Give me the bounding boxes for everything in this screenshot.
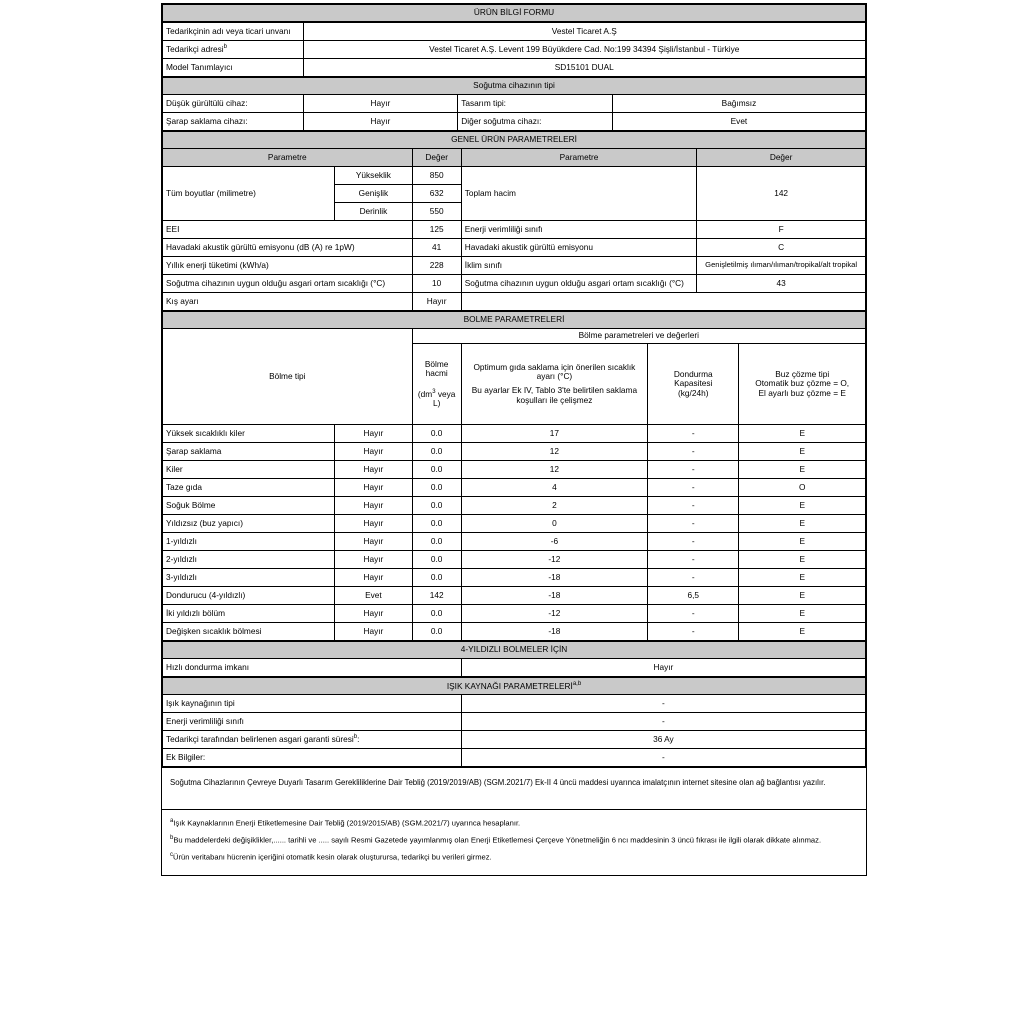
annual-energy-value: 228 — [412, 257, 461, 275]
cooling-type-table — [162, 77, 866, 131]
dimension-width-label: Genişlik — [335, 185, 412, 203]
table-row — [163, 443, 866, 461]
compartment-type: Yıldızsız (buz yapıcı) — [163, 515, 335, 533]
compartment-volume: 0.0 — [412, 569, 461, 587]
table-row — [163, 605, 866, 623]
compartment-defrost: O — [739, 479, 866, 497]
fast-freeze-value: Hayır — [461, 659, 865, 677]
light-energy-class-label: Enerji verimliliği sınıfı — [163, 713, 462, 731]
compartment-present: Hayır — [335, 497, 412, 515]
compartment-temp: 2 — [461, 497, 647, 515]
compartment-present: Hayır — [335, 623, 412, 641]
compartment-temp: -18 — [461, 623, 647, 641]
compartment-present: Hayır — [335, 551, 412, 569]
vol-unit-b: veya L) — [432, 388, 456, 408]
compartment-type: 2-yıldızlı — [163, 551, 335, 569]
low-noise-label: Düşük gürültülü cihaz: — [163, 95, 304, 113]
compartment-defrost-header-l2: Otomatik buz çözme = O, — [755, 378, 850, 389]
compartment-temp-header — [461, 344, 647, 425]
compartment-type: Değişken sıcaklık bölmesi — [163, 623, 335, 641]
compartment-defrost: E — [739, 443, 866, 461]
light-type-value: - — [461, 695, 865, 713]
table-row — [163, 533, 866, 551]
compartment-temp: 4 — [461, 479, 647, 497]
energy-class-value: F — [697, 221, 866, 239]
compartment-temp-header-l1: Optimum gıda saklama için önerilen sıcaklık ayarı (°C) — [473, 361, 636, 382]
compartment-present: Hayır — [335, 425, 412, 443]
annual-energy-label: Yıllık enerji tüketimi (kWh/a) — [163, 257, 413, 275]
compartment-values-header: Bölme parametreleri ve değerleri — [412, 329, 865, 344]
compartment-volume: 142 — [412, 587, 461, 605]
compartment-freeze-header — [648, 344, 739, 425]
cooling-type-section: Soğutma cihazının tipi — [163, 78, 866, 95]
table-row — [163, 587, 866, 605]
compartment-freeze: - — [648, 605, 739, 623]
compartment-present: Hayır — [335, 515, 412, 533]
footnote-c — [170, 850, 858, 865]
design-type-value: Bağımsız — [612, 95, 865, 113]
eei-label: EEI — [163, 221, 413, 239]
footnote-c-text: Ürün veritabanı hücrenin içeriğini otomatik kesin olarak oluşturursa, tedarikçi bu verileri girmez. — [173, 852, 492, 862]
compartment-type: Taze gıda — [163, 479, 335, 497]
compartment-freeze: - — [648, 515, 739, 533]
compartment-volume: 0.0 — [412, 497, 461, 515]
compartment-defrost-header-l3: El ayarlı buz çözme = E — [758, 387, 846, 398]
wine-storage-value: Hayır — [303, 113, 458, 131]
table-row — [163, 569, 866, 587]
compartment-volume: 0.0 — [412, 425, 461, 443]
compartment-present: Hayır — [335, 533, 412, 551]
light-energy-class-value: - — [461, 713, 865, 731]
compartment-freeze: - — [648, 425, 739, 443]
compartment-temp-header-l2: Bu ayarlar Ek IV, Tablo 3'te belirtilen saklama koşulları ile çelişmez — [471, 385, 638, 405]
compartment-volume: 0.0 — [412, 605, 461, 623]
compartment-volume: 0.0 — [412, 533, 461, 551]
total-volume-label: Toplam hacim — [461, 167, 697, 221]
vol-unit-a: (dm — [417, 388, 433, 399]
compartment-temp: -18 — [461, 587, 647, 605]
compartment-present: Evet — [335, 587, 412, 605]
compartment-temp: -18 — [461, 569, 647, 587]
compartment-defrost: E — [739, 533, 866, 551]
compartment-volume: 0.0 — [412, 461, 461, 479]
low-noise-value: Hayır — [303, 95, 458, 113]
compartment-type: Soğuk Bölme — [163, 497, 335, 515]
compartment-defrost: E — [739, 425, 866, 443]
general-head-param2: Parametre — [461, 149, 697, 167]
compartment-temp: 17 — [461, 425, 647, 443]
four-star-table — [162, 641, 866, 677]
compartment-volume-header — [412, 344, 461, 425]
compartment-freeze: - — [648, 443, 739, 461]
winter-empty-2 — [697, 293, 866, 311]
footnote-a-sup: a — [170, 818, 174, 824]
compartment-volume-header-l2 — [416, 389, 458, 409]
compartment-present: Hayır — [335, 443, 412, 461]
climate-class-value: Genişletilmiş ılıman/ılıman/tropikal/alt tropikal — [697, 257, 866, 275]
compartment-freeze: - — [648, 569, 739, 587]
compartment-defrost-header — [739, 344, 866, 425]
footnote-a-text: Işık Kaynaklarının Enerji Etiketlemesine Dair Tebliğ (2019/2015/AB) (SGM.2021/7) uyarınca hesaplanır. — [173, 818, 521, 828]
compartment-freeze-header-l1: Dondurma — [673, 368, 713, 379]
max-ambient-value: 43 — [697, 275, 866, 293]
compartment-type: Dondurucu (4-yıldızlı) — [163, 587, 335, 605]
max-ambient-label: Soğutma cihazının uygun olduğu asgari ortam sıcaklığı (°C) — [461, 275, 697, 293]
compartment-freeze: 6,5 — [648, 587, 739, 605]
compartment-present: Hayır — [335, 605, 412, 623]
light-source-table — [162, 677, 866, 767]
footnote-c-sup: c — [170, 851, 173, 858]
compartment-parameters-table — [162, 311, 866, 641]
winter-setting-label: Kış ayarı — [163, 293, 413, 311]
compartment-type-header: Bölme tipi — [163, 329, 413, 425]
footnote-b-text: Bu maddelerdeki değişiklikler,...... tarihli ve ..... sayılı Resmi Gazetede yayımlanmış olan Enerji Etiketlemesi Çerçeve Yönetmeliğin 6 ncı maddesinin 3 üncü fıkrası ile ilgili olarak dikkate alınmaz. — [173, 835, 822, 845]
light-source-section — [163, 678, 866, 695]
other-cooling-value: Evet — [612, 113, 865, 131]
compartment-volume-header-l1: Bölme hacmi — [424, 358, 449, 379]
general-head-param1: Parametre — [163, 149, 413, 167]
compartment-volume: 0.0 — [412, 551, 461, 569]
dimensions-label: Tüm boyutlar (milimetre) — [163, 167, 335, 221]
footnote-b — [170, 833, 858, 848]
model-label: Model Tanımlayıcı — [163, 59, 304, 77]
compartment-temp: 0 — [461, 515, 647, 533]
compartment-present: Hayır — [335, 479, 412, 497]
fast-freeze-label: Hızlı dondurma imkanı — [163, 659, 462, 677]
table-row — [163, 551, 866, 569]
page-title: ÜRÜN BİLGİ FORMU — [163, 5, 866, 22]
noise-class-label: Havadaki akustik gürültü emisyonu — [461, 239, 697, 257]
table-row — [163, 497, 866, 515]
compartment-defrost: E — [739, 605, 866, 623]
dimension-height-value: 850 — [412, 167, 461, 185]
other-cooling-label: Diğer soğutma cihazı: — [458, 113, 613, 131]
four-star-section: 4-YILDIZLI BOLMELER İÇİN — [163, 642, 866, 659]
compartment-freeze: - — [648, 533, 739, 551]
dimension-depth-label: Derinlik — [335, 203, 412, 221]
table-row — [163, 425, 866, 443]
compartment-freeze: - — [648, 623, 739, 641]
min-ambient-value: 10 — [412, 275, 461, 293]
footnote-a — [170, 816, 858, 831]
winter-setting-value: Hayır — [412, 293, 461, 311]
supplier-table — [162, 22, 866, 77]
wine-storage-label: Şarap saklama cihazı: — [163, 113, 304, 131]
compartment-type: İki yıldızlı bölüm — [163, 605, 335, 623]
total-volume-value: 142 — [697, 167, 866, 221]
compartment-temp: -12 — [461, 605, 647, 623]
design-type-label: Tasarım tipi: — [458, 95, 613, 113]
dimension-height-label: Yükseklik — [335, 167, 412, 185]
compartment-defrost-header-l1: Buz çözme tipi — [775, 368, 830, 379]
compartment-freeze: - — [648, 479, 739, 497]
compartment-volume: 0.0 — [412, 479, 461, 497]
compartment-section: BOLME PARAMETRELERİ — [163, 312, 866, 329]
product-information-sheet — [161, 3, 867, 876]
dimension-depth-value: 550 — [412, 203, 461, 221]
general-parameters-table — [162, 131, 866, 311]
warranty-label-sup: b — [353, 734, 358, 741]
supplier-address-label-text: Tedarikçi adresi — [166, 44, 224, 55]
compartment-volume: 0.0 — [412, 623, 461, 641]
compartment-defrost: E — [739, 461, 866, 479]
min-ambient-label: Soğutma cihazının uygun olduğu asgari ortam sıcaklığı (°C) — [163, 275, 413, 293]
noise-emission-label: Havadaki akustik gürültü emisyonu (dB (A) re 1pW) — [163, 239, 413, 257]
general-head-value2: Değer — [697, 149, 866, 167]
footnotes — [162, 809, 866, 875]
compartment-present: Hayır — [335, 461, 412, 479]
compartment-type: 3-yıldızlı — [163, 569, 335, 587]
light-type-label: Işık kaynağının tipi — [163, 695, 462, 713]
light-source-section-sup: a,b — [572, 680, 582, 687]
climate-class-label: İklim sınıfı — [461, 257, 697, 275]
vol-unit-sup: 3 — [432, 388, 436, 395]
title-table — [162, 4, 866, 22]
compartment-type: 1-yıldızlı — [163, 533, 335, 551]
noise-class-value: C — [697, 239, 866, 257]
eei-value: 125 — [412, 221, 461, 239]
compartment-freeze: - — [648, 461, 739, 479]
noise-emission-value: 41 — [412, 239, 461, 257]
dimension-width-value: 632 — [412, 185, 461, 203]
compartment-defrost: E — [739, 497, 866, 515]
compartment-volume: 0.0 — [412, 515, 461, 533]
compartment-present: Hayır — [335, 569, 412, 587]
table-row — [163, 479, 866, 497]
supplier-address-value: Vestel Ticaret A.Ş. Levent 199 Büyükdere Cad. No:199 34394 Şişli/İstanbul - Türkiye — [303, 41, 865, 59]
compartment-freeze: - — [648, 551, 739, 569]
light-source-section-text: IŞIK KAYNAĞI PARAMETRELERİ — [446, 680, 573, 691]
warranty-value: 36 Ay — [461, 731, 865, 749]
winter-empty-1 — [461, 293, 697, 311]
supplier-name-value: Vestel Ticaret A.Ş — [303, 23, 865, 41]
table-row — [163, 461, 866, 479]
compartment-volume: 0.0 — [412, 443, 461, 461]
general-head-value1: Değer — [412, 149, 461, 167]
compartment-defrost: E — [739, 569, 866, 587]
supplier-address-label-sup: b — [223, 44, 227, 51]
additional-info-value: - — [461, 749, 865, 767]
compartment-freeze: - — [648, 497, 739, 515]
compartment-defrost: E — [739, 515, 866, 533]
compartment-type: Şarap saklama — [163, 443, 335, 461]
supplier-name-label: Tedarikçinin adı veya ticari unvanı — [163, 23, 304, 41]
table-row — [163, 515, 866, 533]
footnote-b-sup: b — [170, 834, 174, 841]
compartment-temp: -6 — [461, 533, 647, 551]
compartment-defrost: E — [739, 551, 866, 569]
compartment-defrost: E — [739, 623, 866, 641]
compartment-type: Kiler — [163, 461, 335, 479]
compartment-temp: -12 — [461, 551, 647, 569]
compartment-defrost: E — [739, 587, 866, 605]
energy-class-label: Enerji verimliliği sınıfı — [461, 221, 697, 239]
additional-info-label: Ek Bilgiler: — [163, 749, 462, 767]
table-row — [163, 623, 866, 641]
compartment-type: Yüksek sıcaklıklı kiler — [163, 425, 335, 443]
compartment-freeze-header-l2: Kapasitesi — [674, 378, 713, 389]
general-section: GENEL ÜRÜN PARAMETRELERİ — [163, 132, 866, 149]
compartment-temp: 12 — [461, 461, 647, 479]
warranty-label-text: Tedarikçi tarafından belirlenen asgari garanti süresi — [166, 734, 354, 745]
model-value: SD15101 DUAL — [303, 59, 865, 77]
supplier-address-label — [163, 41, 304, 59]
compartment-temp: 12 — [461, 443, 647, 461]
warranty-label: Tedarikçi tarafından belirlenen asgari garanti süresi$^b$: — [163, 731, 462, 749]
regulation-note: Soğutma Cihazlarının Çevreye Duyarlı Tasarım Gerekliliklerine Dair Tebliğ (2019/2019/AB) (SGM.2021/7) Ek-II 4 üncü maddesi uyarınca imalatçının internet sitesine olan ağ bağlantısı yazılır. — [162, 767, 866, 809]
compartment-freeze-header-l3: (kg/24h) — [678, 387, 709, 398]
